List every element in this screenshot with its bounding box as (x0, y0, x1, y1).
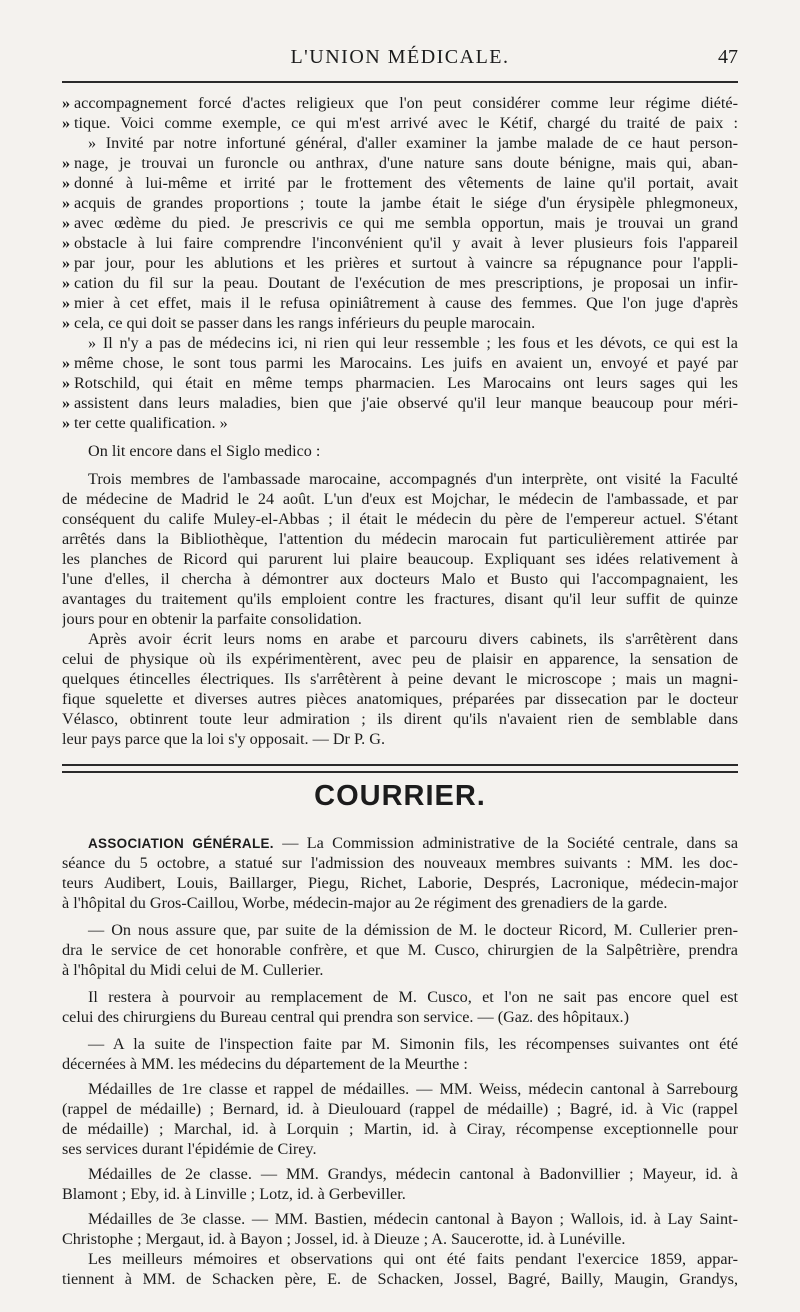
quote-line: » même chose, le sont tous parmi les Marocains. Les juifs en avaient un, envoyé et payé par (62, 353, 738, 373)
paragraph-line: avantages du traitement qu'ils emploient contre les fractures, disant qu'il leur suffit de quinze (62, 590, 738, 608)
paragraph-line: Blamont ; Eby, id. à Linville ; Lotz, id. à Gerbeviller. (62, 1185, 406, 1203)
paragraph-line: Vélasco, obtinrent toute leur admiration ; ils dirent qu'ils n'avaient rien de semblable dans (62, 710, 738, 728)
paragraph-line: jours pour en obtenir la parfaite consolidation. (62, 610, 362, 628)
paragraph-line: de médaille) ; Marchal, id. à Lorquin ; Martin, id. à Ciray, récompense exceptionnelle pour (62, 1120, 738, 1138)
paragraph-line: Médailles de 3e classe. — MM. Bastien, médecin cantonal à Bayon ; Wallois, id. à Lay Saint- (88, 1210, 738, 1228)
paragraph-line: leur pays parce que la loi s'y opposait. — Dr P. G. (62, 730, 386, 748)
paragraph-line: tiennent à MM. de Schacken père, E. de Schacken, Jossel, Bagré, Bailly, Maugin, Grandys, (62, 1270, 738, 1288)
quote-line: » acquis de grandes proportions ; toute la jambe était le siége d'un érysipèle phlegmoneux, (62, 193, 738, 213)
paragraph-line: teurs Audibert, Louis, Baillarger, Piegu, Richet, Laborie, Després, Lacronique, médecin-major (62, 874, 738, 892)
paragraph-line: Les meilleurs mémoires et observations qui ont été faits pendant l'exercice 1859, appar- (88, 1250, 738, 1268)
quote-line: » tique. Voici comme exemple, ce qui m'est arrivé avec le Kétif, chargé du traité de paix : (62, 113, 738, 133)
paragraph-line: à l'hôpital du Midi celui de M. Cullerier. (62, 961, 324, 979)
paragraph-line: Médailles de 1re classe et rappel de médailles. — MM. Weiss, médecin cantonal à Sarrebourg (88, 1080, 738, 1098)
page-number: 47 (718, 46, 738, 68)
paragraph-line: quelques étincelles électriques. Ils s'arrêtèrent à peine devant le microscope ; mais un magni- (62, 670, 738, 688)
siglo-article (62, 469, 738, 749)
quote-line: » cela, ce qui doit se passer dans les rangs inférieurs du peuple marocain. (62, 313, 738, 333)
association-label: ASSOCIATION GÉNÉRALE. (88, 836, 274, 851)
association-text: — La Commission administrative de la Société centrale, dans sa (282, 834, 738, 852)
paragraph-line: Trois membres de l'ambassade marocaine, accompagnés d'un interprète, ont visité la Faculté (88, 470, 738, 488)
paragraph-line: (rappel de médaille) ; Bernard, id. à Dieulouard (rappel de médaille) ; Bagré, id. à Vic (rappel (62, 1100, 738, 1118)
section-divider (62, 764, 738, 773)
quote-line: » mier à cet effet, mais il le refusa opiniâtrement à cause des femmes. Que l'on juge d'après (62, 293, 738, 313)
paragraph-line: Il restera à pourvoir au remplacement de M. Cusco, et l'on ne sait pas encore quel est (88, 988, 738, 1006)
quote-line: » donné à lui-même et irrité par le frottement des vêtements de laine qu'il portait, avait (62, 173, 738, 193)
running-title: L'UNION MÉDICALE. (290, 46, 510, 68)
quote-line: » avec œdème du pied. Je prescrivis ce qui me sembla opportun, mais je trouvai un grand (62, 213, 738, 233)
quote-line: » par jour, pour les ablutions et les prières et surtout à vaincre sa répugnance pour l'appli- (62, 253, 738, 273)
paragraph-line: fique squelette et diverses autres pièces anatomiques, préparées par dissecation par le docteur (62, 690, 738, 708)
quote-line: » Il n'y a pas de médecins ici, ni rien qui leur ressemble ; les fous et les dévots, ce qui est la (88, 334, 738, 352)
paragraph-line: les planches de Ricord qui parurent lui plaire beaucoup. Expliquant ses idées relativement à (62, 550, 738, 568)
paragraph-line: — On nous assure que, par suite de la démission de M. le docteur Ricord, M. Cullerier pren- (88, 921, 738, 939)
paragraph-line: conséquent du calife Muley-el-Abbas ; il était le médecin du père de l'empereur actuel. S'étant (62, 510, 738, 528)
quote-line: » assistent dans leurs maladies, bien que j'aie observé qu'il leur manque beaucoup pour méri- (62, 393, 738, 413)
courrier-section (62, 833, 738, 1289)
quote-line: » Invité par notre infortuné général, d'aller examiner la jambe malade de ce haut person- (88, 134, 738, 152)
paragraph-line: Christophe ; Mergaut, id. à Bayon ; Jossel, id. à Dieuze ; A. Saucerotte, id. à Lunéville. (62, 1230, 626, 1248)
paragraph-line: l'une d'elles, il chercha à démontrer aux docteurs Malo et Busto qui l'accompagnaient, les (62, 570, 738, 588)
paragraph-line: arrêtés dans la Bibliothèque, l'attention du médecin marocain fut particulièrement attirée par (62, 530, 738, 548)
siglo-intro: On lit encore dans el Siglo medico : (88, 442, 321, 460)
paragraph-line: celui des chirurgiens du Bureau central qui prendra son service. — (Gaz. des hôpitaux.) (62, 1008, 629, 1026)
paragraph-line: décernées à MM. les médecins du département de la Meurthe : (62, 1055, 468, 1073)
paragraph-line: Après avoir écrit leurs noms en arabe et parcouru divers cabinets, ils s'arrêtèrent dans (88, 630, 738, 648)
section-title: COURRIER. (314, 780, 486, 812)
paragraph-line: — A la suite de l'inspection faite par M. Simonin fils, les récompenses suivantes ont été (88, 1035, 738, 1053)
paragraph-line: ses services durant l'épidémie de Cirey. (62, 1140, 317, 1158)
siglo-intro-block (62, 441, 738, 461)
paragraph-line: à l'hôpital du Gros-Caillou, Worbe, médecin-major au 2e régiment des grenadiers de la garde. (62, 894, 668, 912)
paragraph-line (62, 833, 738, 853)
paragraph-line: dra le service de cet honorable confrère, et que M. Cusco, chirurgien de la Salpêtrière, prendra (62, 941, 738, 959)
quote-line: » nage, je trouvai un furoncle ou anthrax, d'une nature sans doute bénigne, mais qui, aban- (62, 153, 738, 173)
quote-line: » accompagnement forcé d'actes religieux que l'on peut considérer comme leur régime diété- (62, 93, 738, 113)
quote-line: » Rotschild, qui était en même temps pharmacien. Les Marocains ont leurs sages qui les (62, 373, 738, 393)
paragraph-line: de médecine de Madrid le 24 août. L'un d'eux est Mojchar, le médecin de l'ambassade, et par (62, 490, 738, 508)
paragraph-line: celui de physique où ils expérimentèrent, avec peu de plaisir en apparence, la sensation de (62, 650, 738, 668)
letter-quote (62, 93, 738, 433)
quote-line: » ter cette qualification. » (62, 413, 738, 433)
header-rule (62, 81, 738, 83)
paragraph-line: séance du 5 octobre, a statué sur l'admission des nouveaux membres suivants : MM. les doc- (62, 854, 738, 872)
page-header (62, 46, 738, 74)
paragraph-line: Médailles de 2e classe. — MM. Grandys, médecin cantonal à Badonvillier ; Mayeur, id. à (88, 1165, 738, 1183)
quote-line: » cation du fil sur la peau. Doutant de l'exécution de mes prescriptions, je proposai un infir- (62, 273, 738, 293)
quote-line: » obstacle à lui faire comprendre l'inconvénient qu'il y avait à lever plusieurs fois l'appareil (62, 233, 738, 253)
